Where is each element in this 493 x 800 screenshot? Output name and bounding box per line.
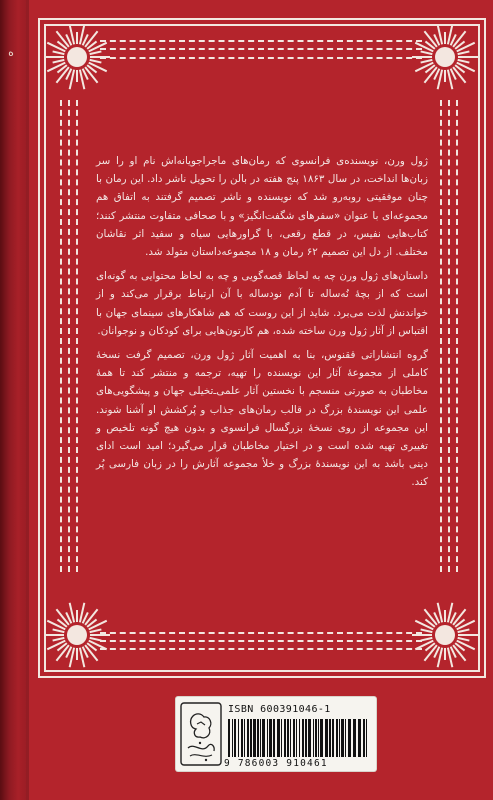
sunburst-icon — [42, 22, 112, 92]
right-dashed-line-2 — [448, 100, 450, 572]
spine-edge — [26, 0, 29, 800]
sunburst-icon — [42, 600, 112, 670]
blurb-text — [96, 152, 428, 498]
ean-digits: 9 786003 910461 — [224, 758, 328, 769]
barcode-label — [176, 697, 376, 771]
sunburst-icon — [410, 22, 480, 92]
right-dashed-line-3 — [456, 100, 458, 572]
left-dashed-line — [60, 100, 62, 572]
right-dashed-line — [440, 100, 442, 572]
publisher-logo-icon — [180, 702, 222, 766]
left-dashed-line-2 — [68, 100, 70, 572]
barcode-icon — [228, 719, 370, 757]
blurb-paragraph-2: داستان‌های ژول ورن چه به لحاظ قصه‌گویی و چه به لحاظ محتوایی به گونه‌ای است که از بچهٔ نُه‌ساله تا آدم نودساله با آن ارتباط برقرار می‌کند و از خواندنش لذت می‌برد. شاید از این روست که هم شاهکارهای سینمای جهان با اقتباس از آثار ژول ورن ساخته شده، هم کارتون‌هایی برای کودکان و نوجوانان. — [96, 270, 428, 337]
book-spine — [0, 0, 26, 800]
bottom-dashed-line-2 — [100, 640, 422, 642]
bottom-dashed-line — [100, 632, 422, 634]
blurb-paragraph-3: گروه انتشاراتی ققنوس، بنا به اهمیت آثار ژول ورن، تصمیم گرفت نسخهٔ کاملی از مجموعهٔ آثار این نویسنده را تهیه، ترجمه و منتشر کند تا همهٔ مخاطبان به صورتی منسجم با نخستین آثار علمی‌ـ‌تخیلی جهان و پیشگویی‌های علمی این نویسندهٔ بزرگ در قالب رمان‌های جذاب و پُرکشش او آشنا شوند. این مجموعه از روی نسخهٔ بزرگسال فرانسوی و بدون هیچ گونه تلخیص و تغییری تهیه شده است و در اختیار مخاطبان قرار می‌گیرد؛ امید است ادای دینی باشد به این نویسندهٔ بزرگ و خلأ مجموعه آثارش را در زبان فارسی پُر کند. — [96, 349, 428, 489]
spine-text: ه — [8, 46, 14, 59]
bottom-dashed-line-3 — [100, 648, 422, 650]
blurb-paragraph-1: ژول ورن، نویسنده‌ی فرانسوی که رمان‌های ماجراجویانه‌اش نام او را سر زبان‌ها انداخت، در سال ۱۸۶۳ پنج هفته در بالن را تحویل ناشر داد. این رمان با چنان موفقیتی روبه‌رو شد که نویسنده و ناشر تصمیم گرفتند به اتفاق هم مجموعه‌ای با عنوان «سفرهای شگفت‌انگیز» و با صحافی متفاوت منتشر کنند؛ کتاب‌هایی نفیس، در قطع رقعی، با گراورهایی سیاه و سفید اثر نقاشان مختلف. از دل این تصمیم ۶۲ رمان و ۱۸ مجموعه‌داستان متولد شد. — [96, 155, 428, 259]
top-dashed-line-2 — [100, 48, 422, 50]
sunburst-icon — [410, 600, 480, 670]
top-dashed-line — [100, 40, 422, 42]
top-dashed-line-3 — [100, 57, 422, 59]
isbn-text: ISBN 600391046-1 — [228, 704, 331, 715]
left-dashed-line-3 — [76, 100, 78, 572]
